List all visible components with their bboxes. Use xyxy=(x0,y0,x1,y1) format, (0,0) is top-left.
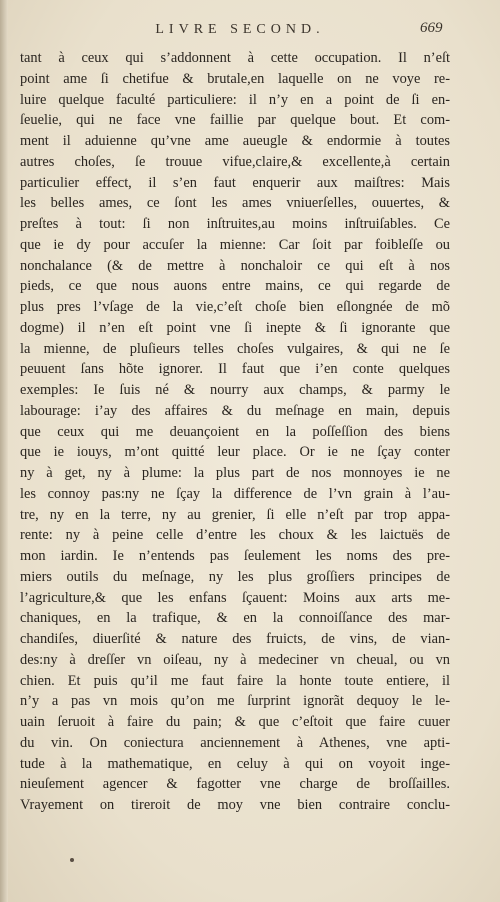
text-line: chien. Et puis qu’il me faut faire la honte toute entiere, il xyxy=(20,672,450,689)
text-line: particulier effect, il s’en faut enquerir aux maiſtres: Mais xyxy=(20,174,450,191)
text-line: pieds, ce que nous auons entre mains, ce qui regarde de xyxy=(20,278,450,295)
text-line: n’y a pas vn mois qu’on me ſurprint ignorãt dequoy le le- xyxy=(20,693,450,710)
text-line: nieuſement agencer & fagotter vne charge de broſſailles. xyxy=(20,776,450,793)
text-line: les belles ames, ce ſont les ames vniuerſelles, ouuertes, & xyxy=(20,195,450,212)
text-line: que ie dy pour accuſer la mienne: Car ſoit par foibleſſe ou xyxy=(20,236,450,253)
text-line: point ame ſi chetifue & brutale,en laquelle on ne voye re- xyxy=(20,70,450,87)
text-line: l’agriculture,& que les enfans ſçauent: Moins aux arts me- xyxy=(20,589,450,606)
text-line: preſtes à tout: ſi non inſtruites,au moins inſtruiſables. Ce xyxy=(20,216,450,232)
page-gutter-shadow xyxy=(0,0,8,902)
text-line: tude à la mathematique, en celuy à qui on voyoit inge- xyxy=(20,755,450,772)
text-line: les connoy pas:ny ne ſçay la difference de l’vn grain à l’au- xyxy=(20,485,450,502)
page-number: 669 xyxy=(420,20,443,36)
text-line: du vin. On coniectura anciennement à Athenes, vne apti- xyxy=(20,734,450,751)
text-line: nonchalance (& de mettre à nonchaloir ce qui eſt à nos xyxy=(20,257,450,274)
ink-speck xyxy=(70,858,74,862)
body-text xyxy=(20,48,450,816)
text-line: autres choſes, ſe trouue vifue,claire,& excellente,à certain xyxy=(20,153,450,170)
text-line: rente: ny à peine celle d’entre les choux & les laictuës de xyxy=(20,527,450,544)
text-line: dogme) il n’en eſt point vne ſi inepte & ſi ignorante que xyxy=(20,319,450,336)
text-line: peuuent ſans hõte ignorer. Il faut que i’en conte quelques xyxy=(20,361,450,378)
text-line: ny à get, ny à plume: la plus part de nos monnoyes ie ne xyxy=(20,465,450,481)
text-line: miers outils du meſnage, ny les plus groſſiers principes de xyxy=(20,568,450,585)
text-line: ment il aduienne qu’vne ame aueugle & endormie à toutes xyxy=(20,133,450,149)
text-line: que ie iouys, m’ont quitté leur place. Or ie ne ſçay conter xyxy=(20,444,450,461)
text-line: exemples: Ie ſuis né & nourry aux champs, & parmy le xyxy=(20,382,450,398)
running-head: LIVRE SECOND. xyxy=(155,22,325,37)
text-line: chandiſes, diuerſité & nature des fruicts, de vins, de vian- xyxy=(20,631,450,647)
text-line: tre, ny en la terre, ny au grenier, ſi elle n’eſt par trop appa- xyxy=(20,506,450,523)
text-line: labourage: i’ay des affaires & du meſnage en main, depuis xyxy=(20,402,450,419)
text-line: plus pres l’vſage de la vie,c’eſt choſe bien eſlongnée de mõ xyxy=(20,299,450,315)
text-line: des:ny à dreſſer vn oiſeau, ny à medeciner vn cheual, ou vn xyxy=(20,651,450,668)
text-line: luire quelque faculté particuliere: il n’y en a point de ſi en- xyxy=(20,91,450,108)
text-line: que ceux qui me deuançoient en la poſſeſſion des biens xyxy=(20,423,450,440)
text-line: chaniques, en la trafique, & en la connoiſſance des mar- xyxy=(20,610,450,627)
text-line: uain ſeruoit à faire du pain; & que c’eſtoit que faire cuuer xyxy=(20,714,450,730)
text-line: mon iardin. Ie n’entends pas ſeulement les noms des pre- xyxy=(20,548,450,564)
text-line: la mienne, de pluſieurs telles choſes vulgaires, & qui ne ſe xyxy=(20,340,450,357)
text-line: Vrayement on tireroit de moy vne bien contraire conclu- xyxy=(20,797,450,813)
text-line: tant à ceux qui s’addonnent à cette occupation. Il n’eſt xyxy=(20,50,450,66)
text-line: ſeuelie, qui ne face vne faillie par quelque bout. Et com- xyxy=(20,112,450,129)
